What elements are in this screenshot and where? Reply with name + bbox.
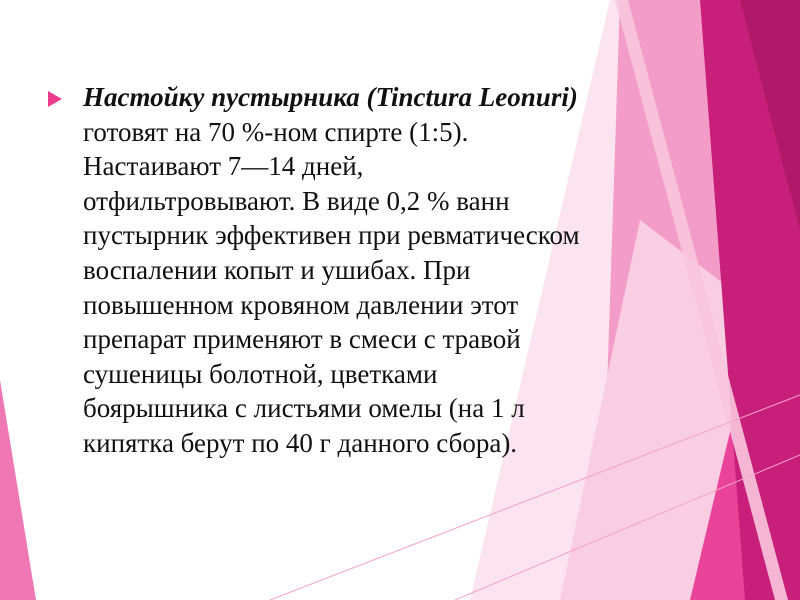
text-line: Настаивают 7—14 дней,	[83, 151, 364, 182]
text-line: боярышника с листьями омелы (на 1 л	[83, 393, 525, 424]
text-line: готовят на 70 %-ном спирте (1:5).	[83, 116, 469, 147]
left-pink-wedge	[0, 380, 36, 600]
paragraph	[83, 80, 668, 461]
text-line: повышенном кровяном давлении этот	[83, 289, 519, 320]
text-line: сушеницы болотной, цветками	[83, 358, 438, 389]
text-line: препарат применяют в смеси с травой	[83, 324, 521, 355]
text-line: отфильтровывают. В виде 0,2 % ванн	[83, 185, 510, 216]
text-line: воспалении копыт и ушибах. При	[83, 254, 471, 285]
lead-line: Настойку пустырника (Tinctura Leonuri)	[83, 82, 578, 112]
triangle-bullet-icon	[48, 91, 62, 107]
text-line: пустырник эффективен при ревматическом	[83, 220, 580, 251]
text-block	[48, 80, 668, 461]
text-line: кипятка берут по 40 г данного сбора).	[83, 427, 518, 458]
